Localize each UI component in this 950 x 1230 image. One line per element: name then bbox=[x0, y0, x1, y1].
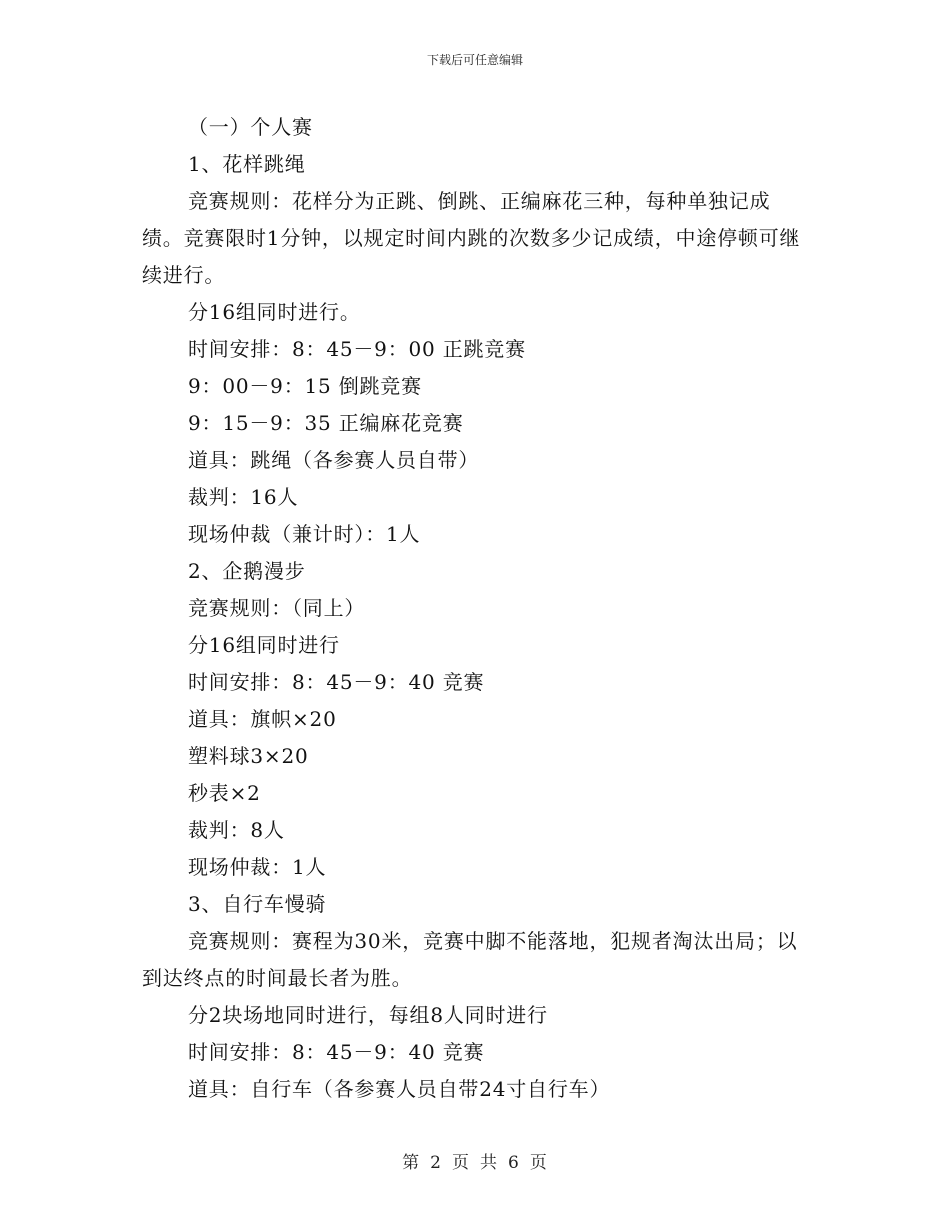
event1-props: 道具：跳绳（各参赛人员自带） bbox=[188, 448, 480, 472]
event2-props-2: 塑料球3×20 bbox=[188, 744, 309, 768]
event1-groups: 分16组同时进行。 bbox=[188, 300, 361, 324]
event1-heading: 1、花样跳绳 bbox=[188, 152, 306, 176]
event1-schedule-1: 时间安排：8：45－9：00 正跳竞赛 bbox=[188, 337, 526, 361]
page-header: 下载后可任意编辑 bbox=[426, 53, 523, 67]
event3-groups: 分2块场地同时进行，每组8人同时进行 bbox=[188, 1003, 548, 1027]
event3-schedule: 时间安排：8：45－9：40 竞赛 bbox=[188, 1040, 485, 1064]
page-footer bbox=[0, 1152, 950, 1174]
event3-rules: 竞赛规则：赛程为30米，竞赛中脚不能落地，犯规者淘汰出局；以到达终点的时间最长者为胜。 bbox=[142, 929, 798, 990]
footer-word-ye: 页 bbox=[452, 1153, 470, 1173]
section-title: （一）个人赛 bbox=[188, 115, 313, 139]
event1-schedule-2: 9：00－9：15 倒跳竞赛 bbox=[188, 374, 422, 398]
footer-word-gong: 共 bbox=[480, 1153, 498, 1173]
event1-arbiter: 现场仲裁（兼计时）：1人 bbox=[188, 522, 421, 546]
event1-schedule-3: 9：15－9：35 正编麻花竞赛 bbox=[188, 411, 464, 435]
event2-groups: 分16组同时进行 bbox=[188, 633, 340, 657]
event3-heading: 3、自行车慢骑 bbox=[188, 892, 327, 916]
event1-referees: 裁判：16人 bbox=[188, 485, 299, 509]
footer-total-pages: 6 bbox=[508, 1153, 520, 1173]
footer-current-page: 2 bbox=[430, 1153, 442, 1173]
footer-word-ye-2: 页 bbox=[529, 1153, 548, 1173]
document-body bbox=[142, 109, 807, 1108]
footer-word-di: 第 bbox=[402, 1153, 421, 1173]
event2-props-3: 秒表×2 bbox=[188, 781, 261, 805]
event1-rules: 竞赛规则：花样分为正跳、倒跳、正编麻花三种，每种单独记成绩。竞赛限时1分钟，以规定时间内跳的次数多少记成绩，中途停顿可继续进行。 bbox=[142, 189, 801, 287]
event2-arbiter: 现场仲裁：1人 bbox=[188, 855, 327, 879]
event2-schedule: 时间安排：8：45－9：40 竞赛 bbox=[188, 670, 485, 694]
event2-props-1: 道具：旗帜×20 bbox=[188, 707, 337, 731]
event3-props: 道具：自行车（各参赛人员自带24寸自行车） bbox=[188, 1077, 611, 1101]
event2-rules: 竞赛规则：（同上） bbox=[188, 596, 366, 620]
event2-heading: 2、企鹅漫步 bbox=[188, 559, 306, 583]
event2-referees: 裁判：8人 bbox=[188, 818, 285, 842]
